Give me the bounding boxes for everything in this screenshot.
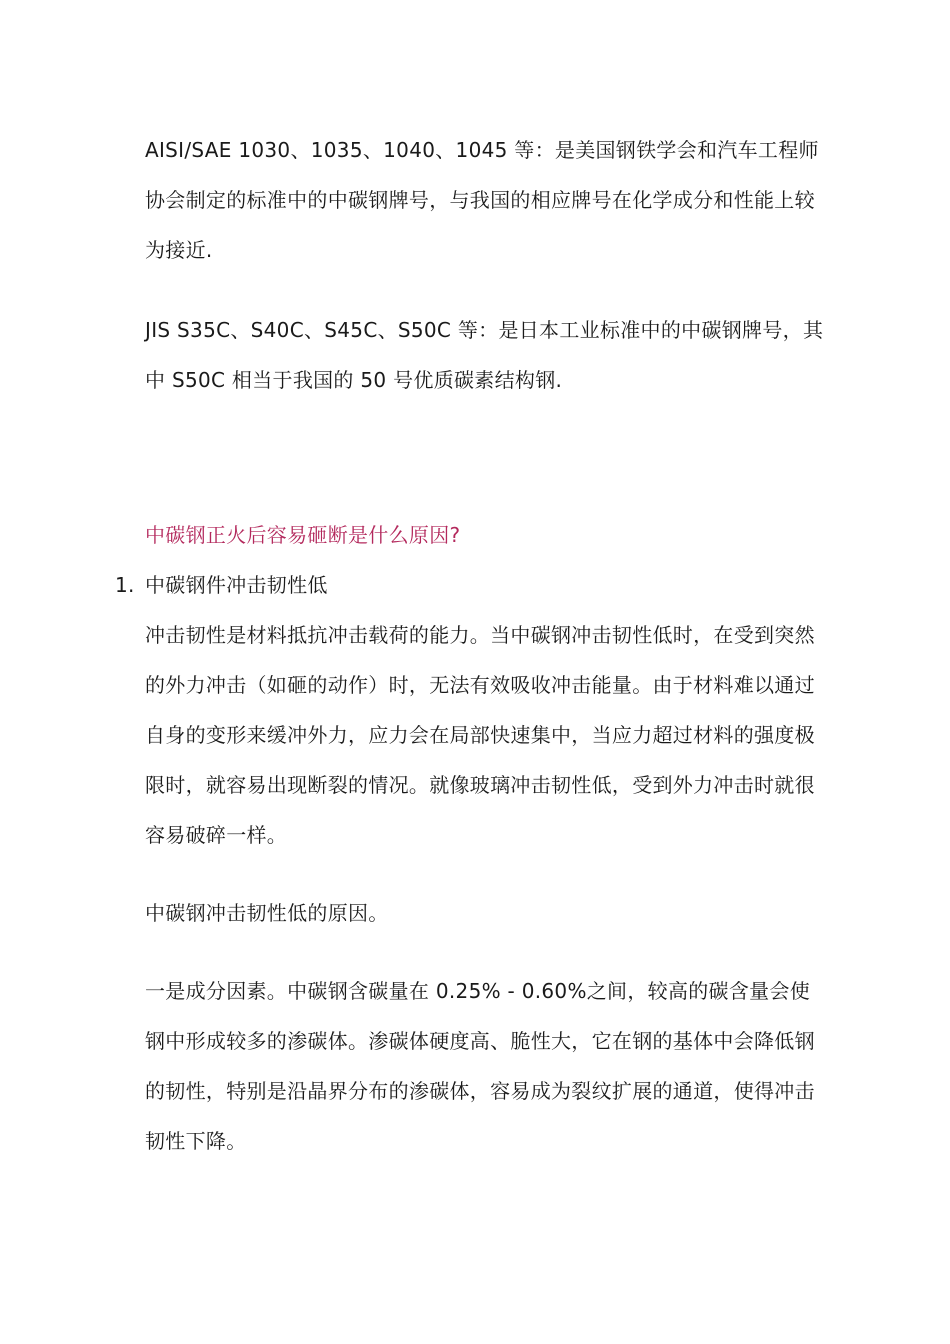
paragraph-reason-heading: 中碳钢冲击韧性低的原因。 — [145, 901, 389, 925]
paragraph-composition: 一是成分因素。中碳钢含碳量在 0.25% - 0.60%之间，较高的碳含量会使钢中形成较多的渗碳体。渗碳体硬度高、脆性大，它在钢的基体中会降低钢的韧性，特别是沿晶界分布的渗碳体，容易成为裂纹扩展的通道，使得冲击韧性下降。 — [145, 979, 815, 1153]
paragraph-impact-toughness: 冲击韧性是材料抵抗冲击载荷的能力。当中碳钢冲击韧性低时，在受到突然的外力冲击（如砸的动作）时，无法有效吸收冲击能量。由于材料难以通过自身的变形来缓冲外力，应力会在局部快速集中，当应力超过材料的强度极限时，就容易出现断裂的情况。就像玻璃冲击韧性低，受到外力冲击时就很容易破碎一样。 — [145, 623, 815, 847]
section-heading: 中碳钢正火后容易砸断是什么原因? — [145, 523, 461, 547]
list-item-title: 中碳钢件冲击韧性低 — [145, 573, 328, 597]
paragraph-aisi-sae: AISI/SAE 1030、1035、1040、1045 等：是美国钢铁学会和汽车工程师协会制定的标准中的中碳钢牌号，与我国的相应牌号在化学成分和性能上较为接近. — [145, 138, 819, 262]
list-item-number: 1. — [115, 573, 135, 597]
paragraph-jis: JIS S35C、S40C、S45C、S50C 等：是日本工业标准中的中碳钢牌号，其中 S50C 相当于我国的 50 号优质碳素结构钢. — [145, 318, 824, 392]
list-item-1 — [115, 560, 825, 610]
